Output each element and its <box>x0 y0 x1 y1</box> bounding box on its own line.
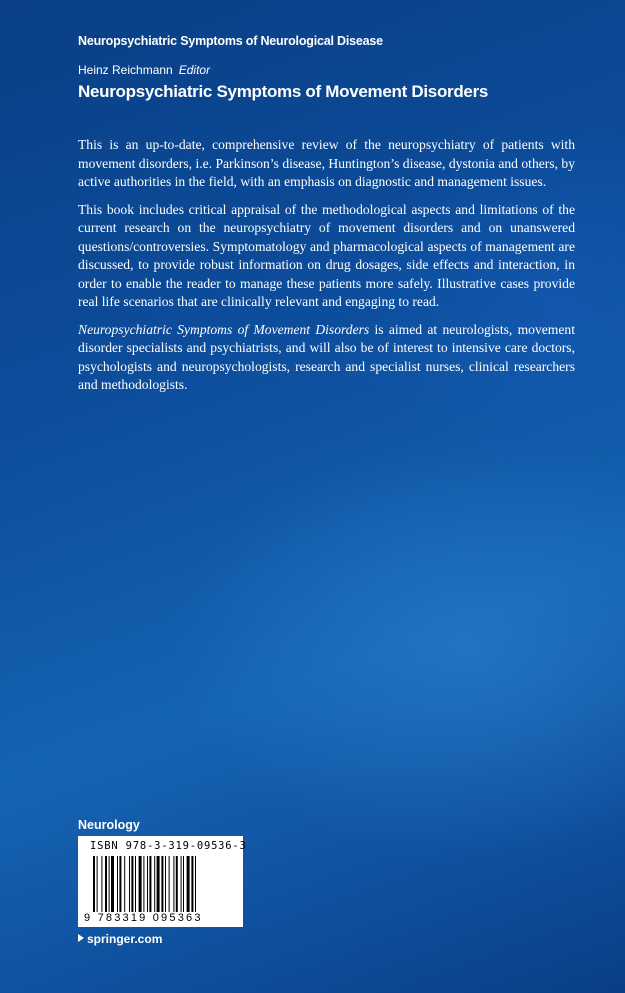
barcode-bar <box>124 856 125 912</box>
arrow-right-icon <box>78 934 84 942</box>
book-title: Neuropsychiatric Symptoms of Movement Disorders <box>78 82 489 101</box>
barcode-bar <box>173 856 174 912</box>
blurb-paragraph-3-text: is aimed at neurologists, movement disorder specialists and psychiatrists, and will also be of interest to intensive care doctors, psychologists and neuropsychologists, research and specialist nurses, clinical researchers and methodologists. <box>78 321 575 392</box>
blurb-paragraph-1: This is an up-to-date, comprehensive review of the neuropsychiatry of patients with movement disorders, i.e. Parkinson’s disease, Huntington’s disease, dystonia and others, by active authorities in the field, with an emphasis on diagnostic and management issues. <box>78 137 575 189</box>
barcode-bar <box>183 856 184 912</box>
barcode-bar <box>165 856 166 912</box>
barcode-bar <box>101 856 102 912</box>
barcode-bar <box>117 856 118 912</box>
barcode-bar <box>187 856 190 912</box>
blurb-paragraph-3 <box>78 321 575 395</box>
barcode-bar <box>195 856 196 912</box>
barcode-bar <box>131 856 133 912</box>
subject-category: Neurology <box>78 818 140 832</box>
barcode-bar <box>143 856 144 912</box>
barcode-bar <box>176 856 178 912</box>
blurb-paragraph-2: This book includes critical appraisal of the methodological aspects and limitations of the current research on the neuropsychiatry of movement disorders and on unanswered questions/controversies. Symptomatology and pharmacological aspects of management are discussed, to provide robust information on drug dosages, side effects and interaction, in order to enable the reader to manage these patients more safely. Illustrative cases provide real life scenarios that are clinically relevant and engaging to read. <box>78 201 575 309</box>
barcode-bar <box>129 856 130 912</box>
barcode-bar <box>109 856 110 912</box>
publisher-url: springer.com <box>87 932 163 946</box>
editor-role: Editor <box>178 63 211 77</box>
barcode-digits: 9 783319 095363 <box>84 912 203 924</box>
barcode-bar <box>191 856 193 912</box>
barcode-bar <box>157 856 160 912</box>
blurb <box>78 136 575 404</box>
barcode-bar <box>139 856 142 912</box>
barcode-bar <box>161 856 163 912</box>
barcode-bar <box>169 856 170 912</box>
series-title: Neuropsychiatric Symptoms of Neurological Disease <box>78 34 383 48</box>
barcode-bar <box>147 856 148 912</box>
barcode-bar <box>105 856 107 912</box>
editor-name: Heinz Reichmann <box>78 63 173 77</box>
barcode-bar <box>93 856 95 912</box>
barcode-bar <box>119 856 121 912</box>
barcode-bars <box>93 856 228 912</box>
barcode-bar <box>181 856 182 912</box>
publisher-link[interactable] <box>78 932 162 946</box>
barcode-bar <box>154 856 155 912</box>
barcode-bar <box>111 856 114 912</box>
barcode-bar <box>149 856 151 912</box>
editor-line <box>78 63 210 77</box>
barcode-bar <box>135 856 136 912</box>
isbn-label: ISBN 978-3-319-09536-3 <box>90 840 247 852</box>
barcode-bar <box>97 856 98 912</box>
blurb-title-italic: Neuropsychiatric Symptoms of Movement Disorders <box>78 321 370 337</box>
